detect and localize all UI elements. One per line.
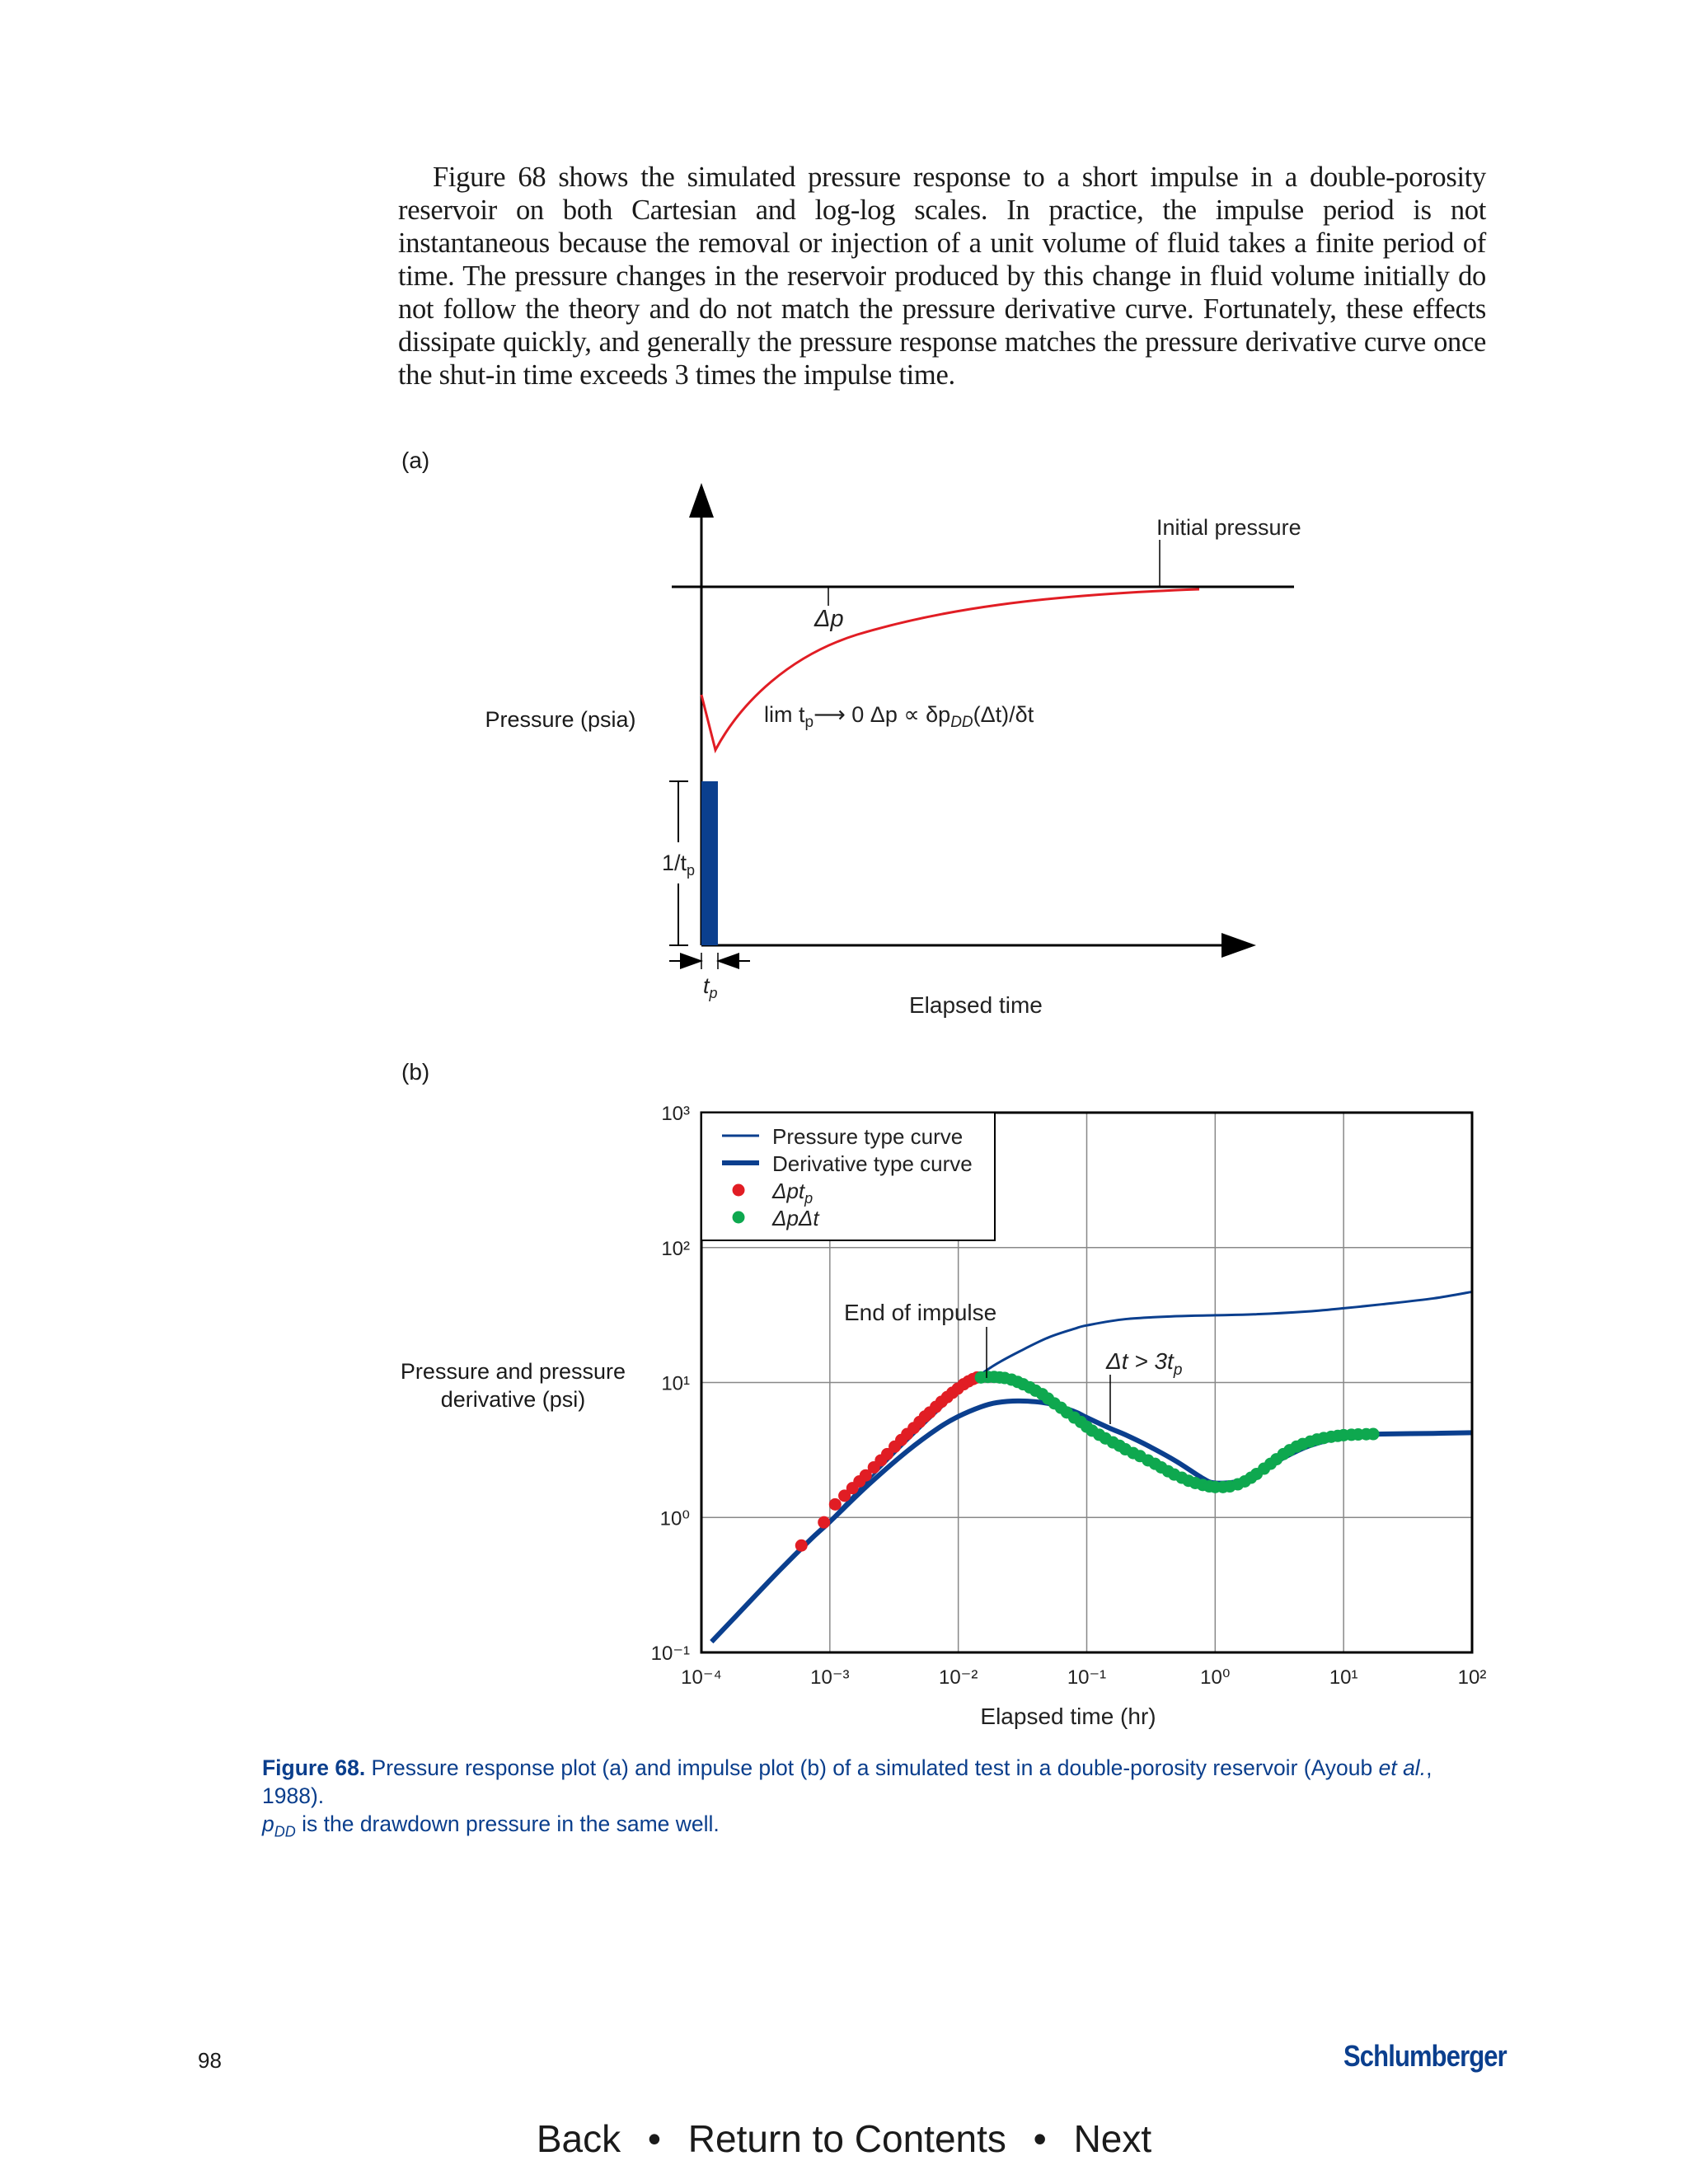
x-tick-label: 10⁻² xyxy=(938,1666,978,1689)
legend-marker xyxy=(733,1184,745,1197)
dp-tp-point xyxy=(795,1540,808,1552)
back-link[interactable]: Back xyxy=(536,2117,621,2160)
return-to-contents-link[interactable]: Return to Contents xyxy=(687,2117,1006,2160)
legend-label: ΔpΔt xyxy=(772,1206,819,1230)
brand-logo: Schlumberger xyxy=(1343,2039,1507,2073)
bottom-nav xyxy=(0,2116,1688,2161)
impulse-width-label: $t_p$ xyxy=(703,973,718,1001)
dp-tp-point xyxy=(829,1498,842,1511)
dp-dt-point xyxy=(1367,1428,1380,1441)
pressure-type-curve xyxy=(711,1291,1472,1642)
dt-annotation: $\Delta t > 3t_p$ xyxy=(1106,1348,1183,1379)
caption-lead: Figure 68. xyxy=(262,1755,366,1780)
initial-pressure-label: Initial pressure xyxy=(1156,515,1301,540)
end-of-impulse-label: End of impulse xyxy=(844,1300,997,1325)
x-tick-label: 10⁻¹ xyxy=(1067,1666,1107,1689)
chart-lines xyxy=(711,1291,1472,1642)
next-link[interactable]: Next xyxy=(1073,2117,1152,2160)
figure-b-ylabel-line1: Pressure and pressure xyxy=(400,1359,626,1384)
impulse-height-label: $1/t_p$ xyxy=(662,851,696,879)
legend-marker xyxy=(733,1212,745,1224)
figure-a-ylabel: Pressure (psia) xyxy=(485,707,636,732)
limit-expression: $\lim t_p⟶$ 0 $\Delta p \propto \delta p_{DD}(\Delta t)/\delta t$ xyxy=(764,702,1034,731)
figure-caption: Figure 68. Pressure response plot (a) and impulse plot (b) of a simulated test in a double-porosity reservoir (Ayoub et al., 1988). $p_{DD}$ is the drawdown pressure in the same well. xyxy=(262,1755,1432,1840)
x-tick-label: 10⁻⁴ xyxy=(681,1666,722,1689)
x-tick-label: 10² xyxy=(1457,1666,1487,1689)
panel-label-a: (a) xyxy=(401,448,430,473)
legend-label: Δpt$_p$ xyxy=(772,1179,814,1207)
figure-a-xlabel: Elapsed time xyxy=(909,992,1043,1018)
page-number: 98 xyxy=(198,2048,222,2073)
figure-b-ylabel-line2: derivative (psi) xyxy=(440,1387,586,1412)
x-tick-label: 10⁻³ xyxy=(810,1666,850,1689)
caption-etal: et al. xyxy=(1378,1755,1427,1780)
dp-tp-point xyxy=(818,1516,830,1529)
x-tick-label: 10⁰ xyxy=(1200,1666,1231,1689)
y-tick-label: 10⁰ xyxy=(659,1507,690,1530)
y-tick-label: 10¹ xyxy=(661,1372,690,1395)
chart-legend xyxy=(701,1113,995,1240)
x-tick-label: 10¹ xyxy=(1329,1666,1358,1689)
caption-text: Pressure response plot (a) and impulse plot (b) of a simulated test in a double-porosity reservoir (Ayoub xyxy=(365,1755,1379,1780)
y-tick-label: 10³ xyxy=(661,1103,690,1125)
chart-xlabel: Elapsed time (hr) xyxy=(980,1704,1156,1729)
nav-separator: • xyxy=(647,2117,661,2160)
panel-label-b: (b) xyxy=(401,1059,430,1085)
legend-label: Derivative type curve xyxy=(772,1151,973,1176)
legend-label: Pressure type curve xyxy=(772,1124,964,1149)
nav-separator: • xyxy=(1033,2117,1047,2160)
y-tick-label: 10⁻¹ xyxy=(650,1643,690,1665)
body-paragraph: Figure 68 shows the simulated pressure response to a short impulse in a double-porosity reservoir on both Cartesian and log-log scales. In practice, the impulse period is not instantaneous because the removal or injection of a unit volume of fluid takes a finite period of time. The pressure changes in the reservoir produced by this change in fluid volume initially do not follow the theory and do not match the pressure derivative curve. Fortunately, these effects dissipate quickly, and generally the pressure response matches the pressure derivative curve once the shut-in time exceeds 3 times the impulse time. xyxy=(398,162,1486,391)
delta-p-label: Δp xyxy=(814,606,844,632)
y-tick-label: 10² xyxy=(661,1237,690,1260)
caption-pdd: p xyxy=(262,1811,274,1836)
